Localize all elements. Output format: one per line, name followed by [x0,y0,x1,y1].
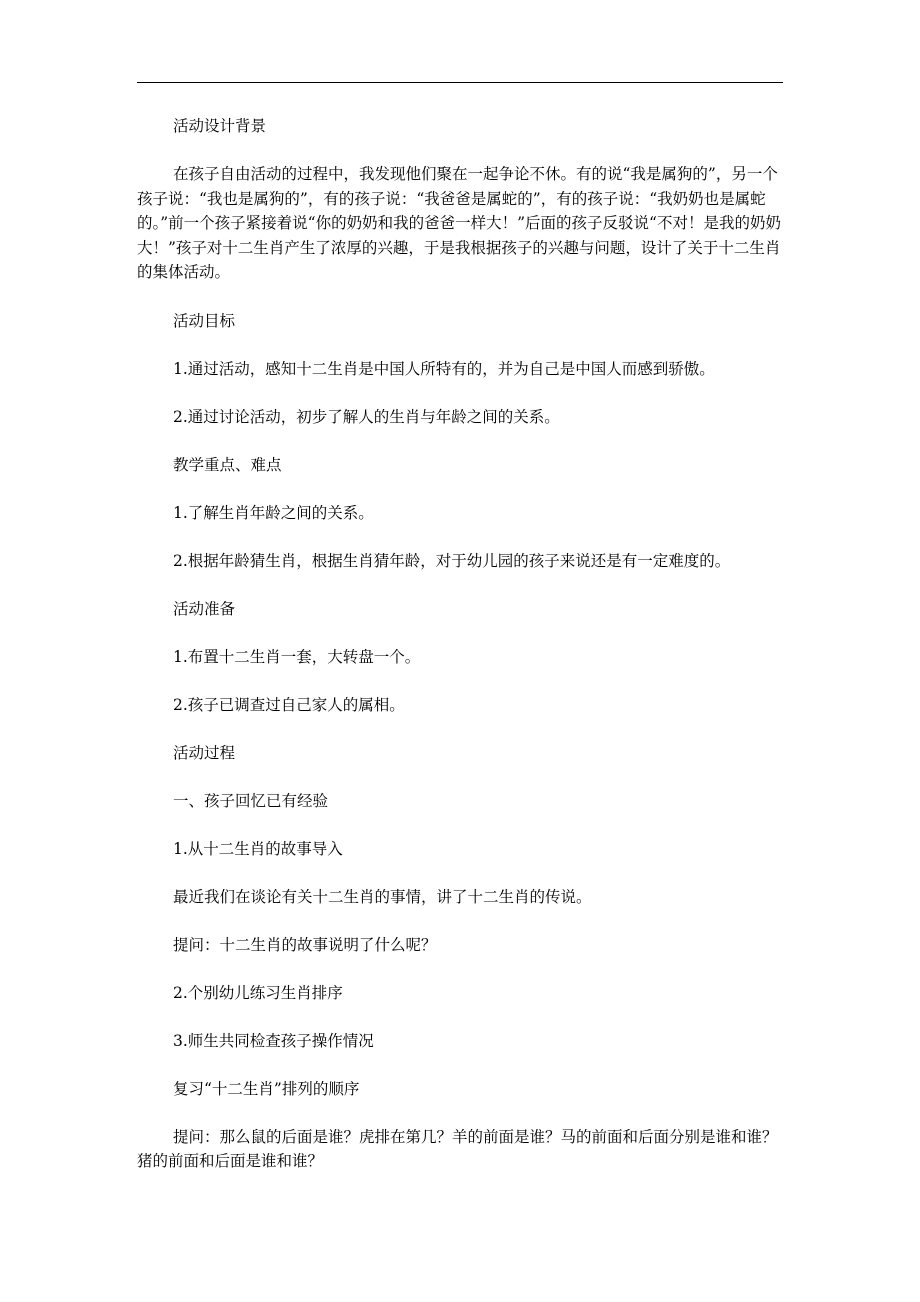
process-substep-2: 2.个别幼儿练习生肖排序 [173,983,343,1002]
process-substep-3: 3.师生共同检查孩子操作情况 [173,1031,374,1050]
process-substep-1: 1.从十二生肖的故事导入 [173,839,343,858]
key-point-item-2: 2.根据年龄猜生肖，根据生肖猜年龄，对于幼儿园的孩子来说还是有一定难度的。 [173,551,731,570]
document-body [137,114,785,1174]
section-heading-goals: 活动目标 [173,311,236,330]
process-review-heading: 复习“十二生肖”排列的顺序 [173,1079,360,1098]
preparation-item-2: 2.孩子已调查过自己家人的属相。 [173,695,405,714]
section-heading-background: 活动设计背景 [173,117,267,135]
goal-item-2: 2.通过讨论活动，初步了解人的生肖与年龄之间的关系。 [173,407,560,426]
process-question-1: 提问：十二生肖的故事说明了什么呢？ [173,935,437,954]
section-heading-process: 活动过程 [173,743,236,762]
key-point-item-1: 1.了解生肖年龄之间的关系。 [173,503,374,522]
goal-item-1: 1.通过活动，感知十二生肖是中国人所特有的，并为自己是中国人而感到骄傲。 [173,359,715,378]
header-rule [137,82,783,83]
section-heading-preparation: 活动准备 [173,599,236,618]
paragraph-background: 在孩子自由活动的过程中，我发现他们聚在一起争论不休。有的说“我是属狗的”，另一个孩子说：“我也是属狗的”，有的孩子说：“我爸爸是属蛇的”，有的孩子说：“我奶奶也是属蛇的。”前一个孩子紧接着说“你的奶奶和我的爸爸一样大！”后面的孩子反驳说“不对！是我的奶奶大！”孩子对十二生肖产生了浓厚的兴趣，于是我根据孩子的兴趣与问题，设计了关于十二生肖的集体活动。 [137,165,781,281]
section-heading-key-points: 教学重点、难点 [173,455,282,474]
process-step-1: 一、孩子回忆已有经验 [173,791,329,810]
preparation-item-1: 1.布置十二生肖一套，大转盘一个。 [173,647,421,666]
process-text-1: 最近我们在谈论有关十二生肖的事情，讲了十二生肖的传说。 [173,887,592,906]
process-question-2: 提问：那么鼠的后面是谁？虎排在第几？羊的前面是谁？马的前面和后面分别是谁和谁？猪的前面和后面是谁和谁？ [137,1127,778,1170]
